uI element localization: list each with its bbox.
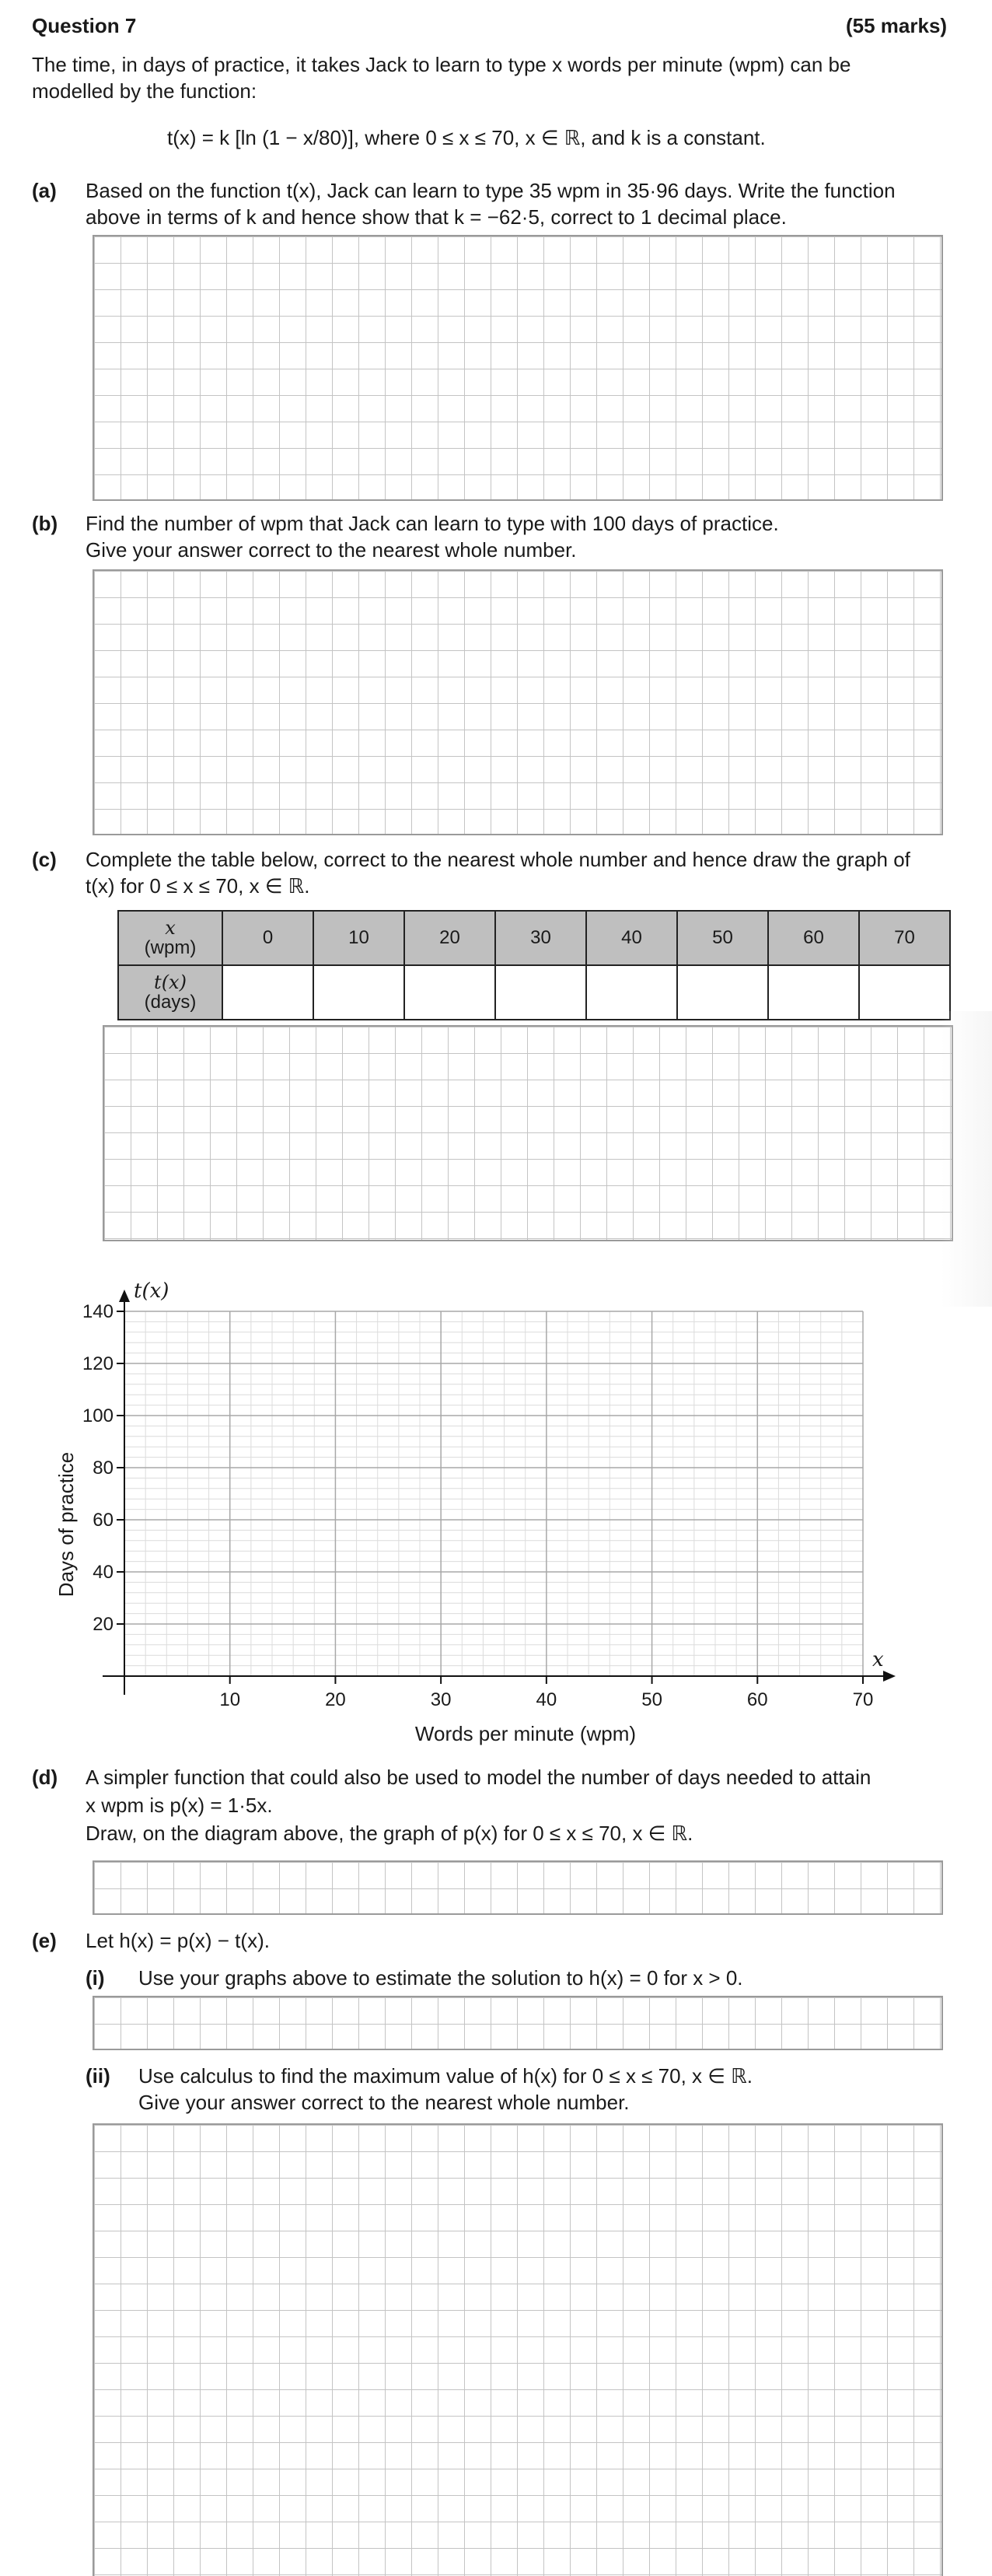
part-b-line-1: Find the number of wpm that Jack can learn to type with 100 days of practice. bbox=[86, 512, 779, 535]
y-axis-arrow bbox=[119, 1290, 130, 1302]
part-c-line-1: Complete the table below, correct to the nearest whole number and hence draw the graph of bbox=[86, 848, 910, 871]
table-x-value: 60 bbox=[768, 911, 859, 965]
table-t-cell[interactable] bbox=[222, 965, 313, 1020]
graph-chart[interactable] bbox=[0, 1244, 992, 1758]
table-header-t: t(x) (days) bbox=[118, 965, 222, 1020]
part-b-label: (b) bbox=[32, 512, 58, 535]
y-tick-label: 40 bbox=[93, 1562, 114, 1583]
part-d-line-3: Draw, on the diagram above, the graph of p(x) for 0 ≤ x ≤ 70, x ∈ ℝ. bbox=[86, 1822, 693, 1845]
part-c-label: (c) bbox=[32, 848, 57, 871]
x-tick-label: 50 bbox=[641, 1689, 662, 1710]
part-d-label: (d) bbox=[32, 1766, 58, 1789]
x-tick-label: 10 bbox=[219, 1689, 241, 1710]
chart-gridlines bbox=[124, 1311, 863, 1676]
x-axis-variable: x bbox=[872, 1648, 884, 1671]
y-axis-variable: t(x) bbox=[134, 1279, 169, 1303]
part-e-i-label: (i) bbox=[86, 1966, 105, 1990]
answer-grid-b[interactable] bbox=[93, 569, 943, 835]
intro-line-2: modelled by the function: bbox=[32, 79, 257, 103]
part-a-line-2: above in terms of k and hence show that k = −62·5, correct to 1 decimal place. bbox=[86, 205, 787, 229]
table-x-value: 30 bbox=[495, 911, 586, 965]
table-t-cell[interactable] bbox=[495, 965, 586, 1020]
question-title: Question 7 bbox=[32, 14, 137, 37]
x-tick-label: 70 bbox=[852, 1689, 874, 1710]
table-x-value: 70 bbox=[859, 911, 950, 965]
table-t-cell[interactable] bbox=[586, 965, 677, 1020]
part-d-line-2: x wpm is p(x) = 1·5x. bbox=[86, 1794, 273, 1817]
table-t-cell[interactable] bbox=[677, 965, 768, 1020]
table-t-cell[interactable] bbox=[313, 965, 404, 1020]
function-formula: t(x) = k [ln (1 − x/80)], where 0 ≤ x ≤ 70, x ∈ ℝ, and k is a constant. bbox=[167, 126, 766, 149]
values-table bbox=[117, 910, 951, 1020]
table-x-value: 20 bbox=[404, 911, 495, 965]
x-tick-label: 20 bbox=[325, 1689, 346, 1710]
table-x-value: 10 bbox=[313, 911, 404, 965]
y-axis-title: Days of practice bbox=[54, 1451, 78, 1598]
table-x-value: 40 bbox=[586, 911, 677, 965]
y-tick-label: 20 bbox=[93, 1614, 114, 1635]
chart-axes bbox=[103, 1290, 896, 1695]
intro-line-1: The time, in days of practice, it takes Jack to learn to type x words per minute (wpm) can be bbox=[32, 53, 851, 76]
part-e-i-text: Use your graphs above to estimate the solution to h(x) = 0 for x > 0. bbox=[138, 1966, 743, 1990]
answer-grid-a[interactable] bbox=[93, 235, 943, 501]
answer-grid-c[interactable] bbox=[103, 1025, 953, 1241]
x-axis-title: Words per minute (wpm) bbox=[414, 1722, 637, 1745]
x-tick-label: 60 bbox=[746, 1689, 768, 1710]
x-tick-label: 30 bbox=[430, 1689, 452, 1710]
part-a-label: (a) bbox=[32, 179, 57, 202]
table-x-value: 50 bbox=[677, 911, 768, 965]
x-tick-label: 40 bbox=[536, 1689, 557, 1710]
x-axis-arrow bbox=[883, 1671, 896, 1682]
y-tick-label: 140 bbox=[82, 1301, 114, 1322]
part-e-ii-line-2: Give your answer correct to the nearest whole number. bbox=[138, 2091, 630, 2114]
question-marks: (55 marks) bbox=[846, 14, 948, 37]
part-b-line-2: Give your answer correct to the nearest whole number. bbox=[86, 538, 577, 562]
y-tick-label: 60 bbox=[93, 1510, 114, 1531]
answer-grid-e-i[interactable] bbox=[93, 1996, 943, 2050]
table-t-cell[interactable] bbox=[404, 965, 495, 1020]
table-x-value: 0 bbox=[222, 911, 313, 965]
part-c-line-2: t(x) for 0 ≤ x ≤ 70, x ∈ ℝ. bbox=[86, 874, 310, 898]
part-e-label: (e) bbox=[32, 1929, 57, 1952]
part-e-ii-line-1: Use calculus to find the maximum value of h(x) for 0 ≤ x ≤ 70, x ∈ ℝ. bbox=[138, 2064, 753, 2088]
part-e-line-1: Let h(x) = p(x) − t(x). bbox=[86, 1929, 270, 1952]
part-a-line-1: Based on the function t(x), Jack can learn to type 35 wpm in 35·96 days. Write the function bbox=[86, 179, 896, 202]
table-header-x: x (wpm) bbox=[118, 911, 222, 965]
y-tick-label: 120 bbox=[82, 1353, 114, 1374]
table-t-cell[interactable] bbox=[768, 965, 859, 1020]
answer-grid-d[interactable] bbox=[93, 1860, 943, 1915]
table-t-cell[interactable] bbox=[859, 965, 950, 1020]
answer-grid-e-ii[interactable] bbox=[93, 2123, 943, 2576]
part-e-ii-label: (ii) bbox=[86, 2064, 110, 2088]
y-tick-label: 80 bbox=[93, 1458, 114, 1479]
y-tick-label: 100 bbox=[82, 1405, 114, 1426]
part-d-line-1: A simpler function that could also be used to model the number of days needed to attain bbox=[86, 1766, 871, 1789]
